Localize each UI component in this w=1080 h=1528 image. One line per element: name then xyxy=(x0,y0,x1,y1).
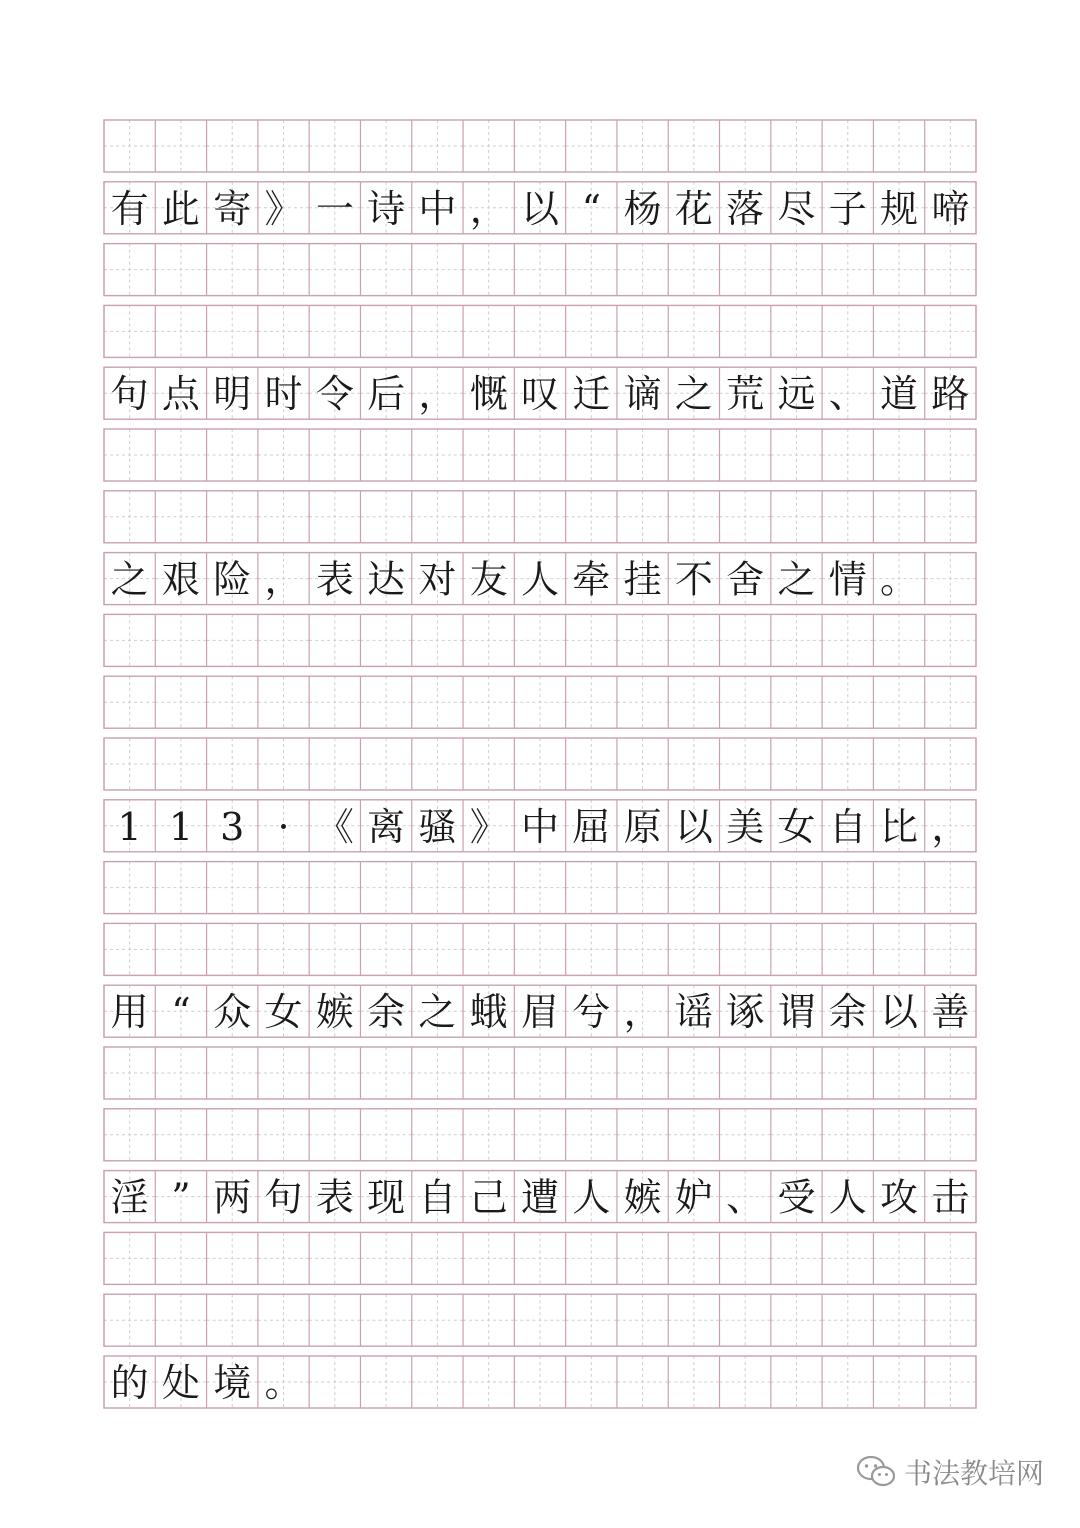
practice-character: ， xyxy=(469,186,508,231)
practice-character: 屈 xyxy=(572,804,611,849)
practice-character: 余 xyxy=(828,990,867,1035)
practice-character: 用 xyxy=(110,990,149,1035)
practice-character: 险 xyxy=(213,557,252,602)
practice-character: 美 xyxy=(726,804,765,849)
practice-character: 攻 xyxy=(880,1175,919,1220)
practice-character: 人 xyxy=(520,557,560,602)
practice-character: 友 xyxy=(469,557,508,602)
practice-character: ， xyxy=(418,372,457,417)
practice-character: 自 xyxy=(418,1175,457,1220)
practice-character: 明 xyxy=(213,372,252,417)
practice-character: 时 xyxy=(264,372,303,417)
practice-character: 人 xyxy=(828,1175,867,1220)
practice-character: 表 xyxy=(315,1175,354,1220)
practice-character: 句 xyxy=(264,1175,303,1220)
practice-character: 谓 xyxy=(777,990,816,1035)
practice-character: 挂 xyxy=(623,557,662,602)
practice-character: 路 xyxy=(931,372,970,417)
practice-character: 牵 xyxy=(572,557,611,602)
practice-character: 有 xyxy=(110,186,149,231)
practice-character: 的 xyxy=(110,1361,149,1405)
practice-character: 》 xyxy=(264,186,303,231)
practice-character: 点 xyxy=(161,372,200,417)
practice-character: 达 xyxy=(367,557,406,602)
watermark xyxy=(856,1452,1044,1492)
practice-character: 。 xyxy=(264,1361,303,1405)
practice-character: ” xyxy=(171,1175,191,1220)
practice-character: 谣 xyxy=(674,990,713,1035)
practice-character: 遭 xyxy=(520,1175,560,1220)
practice-character: 两 xyxy=(213,1175,252,1220)
practice-character: 之 xyxy=(418,990,457,1035)
practice-character: ， xyxy=(264,557,303,602)
practice-character: 寄 xyxy=(213,186,252,231)
practice-character: 诗 xyxy=(367,186,406,231)
practice-character: 淫 xyxy=(110,1175,149,1220)
practice-character: 女 xyxy=(777,804,816,849)
practice-character: 谪 xyxy=(623,372,662,417)
practice-character: ， xyxy=(623,990,662,1035)
practice-character: 情 xyxy=(828,557,867,602)
practice-character: 兮 xyxy=(572,990,611,1035)
practice-character: 诼 xyxy=(726,990,765,1035)
watermark-text: 书法教培网 xyxy=(903,1457,1044,1490)
practice-character: 众 xyxy=(213,990,252,1035)
practice-character: 子 xyxy=(828,186,867,231)
practice-character: 击 xyxy=(931,1175,970,1220)
wechat-icon xyxy=(856,1455,896,1489)
practice-character: 以 xyxy=(674,804,713,849)
practice-character: 自 xyxy=(828,804,867,849)
practice-character: 之 xyxy=(777,557,816,602)
practice-character: 以 xyxy=(880,990,919,1035)
practice-character: 1 xyxy=(117,804,142,849)
practice-character: 3 xyxy=(220,804,245,849)
practice-character: 1 xyxy=(168,804,194,849)
practice-character: 比 xyxy=(880,804,919,849)
practice-character: 受 xyxy=(777,1175,816,1220)
practice-character: 处 xyxy=(161,1361,200,1405)
practice-character: 迁 xyxy=(572,372,611,417)
practice-character: 对 xyxy=(418,557,457,602)
practice-character: 《 xyxy=(315,804,354,849)
practice-character: 女 xyxy=(264,990,303,1035)
practice-character: 》 xyxy=(469,804,508,849)
practice-character: 杨 xyxy=(623,186,662,231)
practice-character: 花 xyxy=(674,186,713,231)
practice-character: “ xyxy=(581,186,602,231)
practice-character: 此 xyxy=(161,186,200,231)
practice-character: 骚 xyxy=(418,804,457,849)
practice-character: ， xyxy=(931,804,970,849)
practice-character: 句 xyxy=(110,372,149,417)
practice-character: 一 xyxy=(315,186,354,231)
practice-character: 后 xyxy=(367,372,406,417)
practice-character: 不 xyxy=(674,557,713,602)
practice-character: 表 xyxy=(315,557,354,602)
practice-character: 以 xyxy=(520,186,560,231)
practice-character: 嫉 xyxy=(315,990,354,1035)
practice-character: 之 xyxy=(110,557,149,602)
practice-character: 妒 xyxy=(674,1175,713,1220)
practice-character: 落 xyxy=(726,186,765,231)
practice-character: 离 xyxy=(367,804,406,849)
practice-character: 中 xyxy=(418,186,457,231)
practice-character: 原 xyxy=(623,804,662,849)
practice-character: 、 xyxy=(726,1175,765,1220)
practice-character: 荒 xyxy=(726,372,765,417)
practice-character: · xyxy=(277,804,290,849)
practice-character: 、 xyxy=(828,372,867,417)
practice-character: 余 xyxy=(367,990,406,1035)
practice-character: 境 xyxy=(213,1361,252,1405)
practice-character: 尽 xyxy=(777,186,816,231)
practice-character: 嫉 xyxy=(623,1175,662,1220)
practice-character: 中 xyxy=(520,804,560,849)
practice-character: 舍 xyxy=(726,557,765,602)
practice-character: 慨 xyxy=(469,372,508,417)
practice-character: 人 xyxy=(572,1175,611,1220)
practice-character: 眉 xyxy=(520,990,560,1035)
practice-character: 道 xyxy=(880,372,919,417)
practice-character: 善 xyxy=(931,990,970,1035)
practice-character: 蛾 xyxy=(469,990,508,1035)
practice-character: 己 xyxy=(469,1175,508,1220)
practice-character: 之 xyxy=(674,372,713,417)
practice-character: 艰 xyxy=(161,557,200,602)
practice-character: 远 xyxy=(777,372,816,417)
practice-character: 现 xyxy=(367,1175,406,1220)
practice-character: 规 xyxy=(880,186,919,231)
practice-character: 。 xyxy=(880,557,919,602)
practice-character: 令 xyxy=(315,372,354,417)
practice-character: 叹 xyxy=(520,372,560,417)
practice-character: “ xyxy=(171,990,191,1035)
practice-character: 啼 xyxy=(931,186,970,231)
